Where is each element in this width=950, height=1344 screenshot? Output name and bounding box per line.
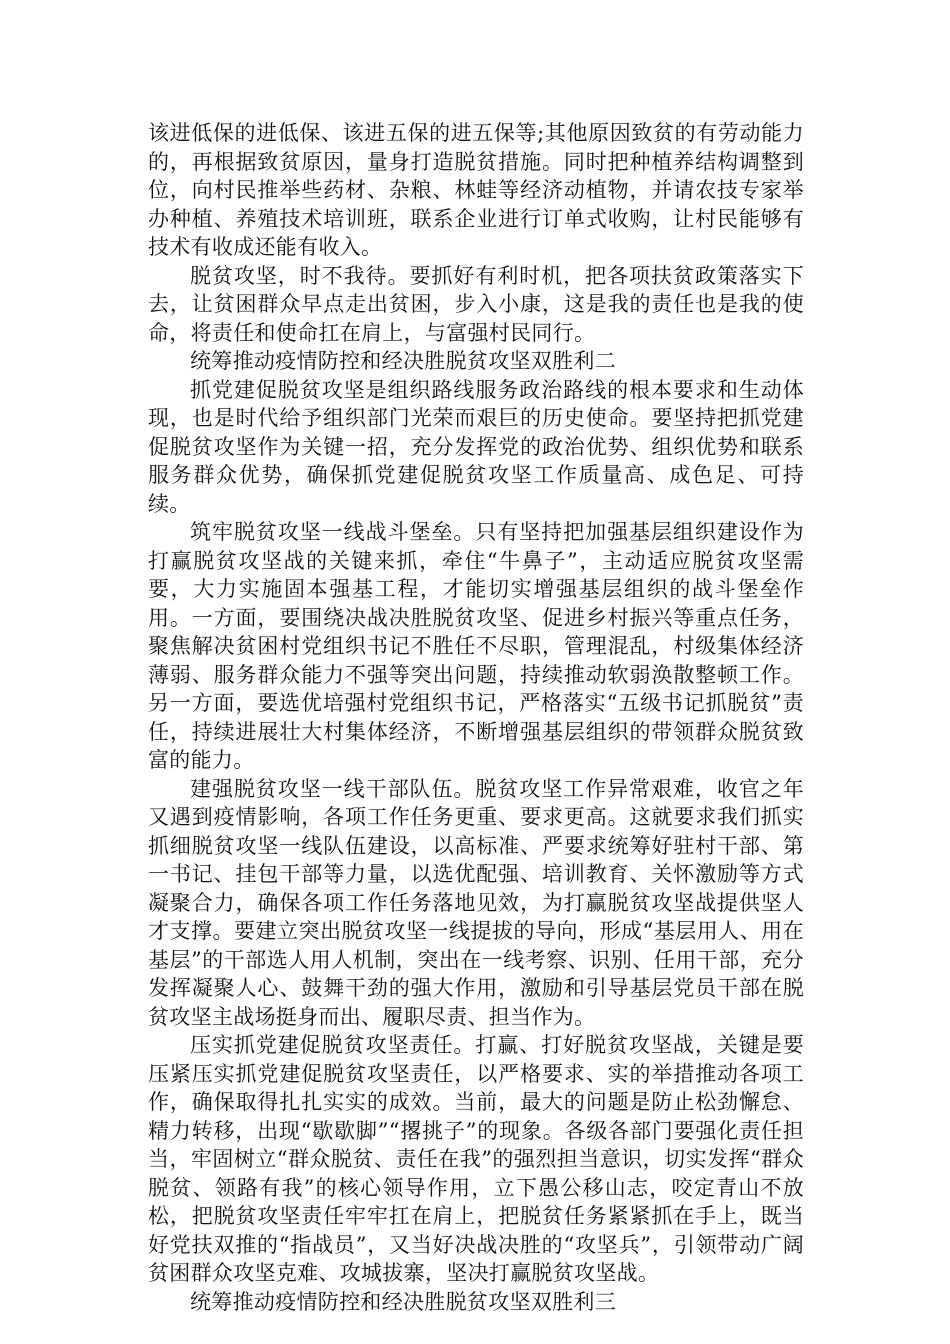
paragraph-body: 筑牢脱贫攻坚一线战斗堡垒。只有坚持把加强基层组织建设作为打赢脱贫攻坚战的关键来抓，牵住“牛鼻子”，主动适应脱贫攻坚需要，大力实施固本强基工程，才能切实增强基层组织的战斗堡垒作用。一方面，要围绕决战决胜脱贫攻坚、促进乡村振兴等重点任务，聚焦解决贫困村党组织书记不胜任不尽职，管理混乱，村级集体经济薄弱、服务群众能力不强等突出问题，持续推动软弱涣散整顿工作。另一方面，要选优培强村党组织书记，严格落实“五级书记抓脱贫”责任，持续进展壮大村集体经济，不断增强基层组织的带领群众脱贫致富的能力。 bbox=[148, 520, 804, 772]
paragraph-body: 压实抓党建促脱贫攻坚责任。打赢、打好脱贫攻坚战，关键是要压紧压实抓党建促脱贫攻坚责任，以严格要求、实的举措推动各项工作，确保取得扎扎实实的成效。当前，最大的问题是防止松劲懈怠、精力转移，出现“歇歇脚”“撂挑子”的现象。各级各部门要强化责任担当，牢固树立“群众脱贫、责任在我”的强烈担当意识，切实发挥“群众脱贫、领路有我”的核心领导作用，立下愚公移山志，咬定青山不放松，把脱贫攻坚责任牢牢扛在肩上，把脱贫任务紧紧抓在手上，既当好党扶双推的“指战员”，又当好决战决胜的“攻坚兵”，引领带动广阔贫困群众攻坚克难、攻城拔寨，坚决打赢脱贫攻坚战。 bbox=[148, 1033, 804, 1285]
section-heading: 统筹推动疫情防控和经决胜脱贫攻坚双胜利三 bbox=[190, 1289, 616, 1314]
paragraph-continued: 该进低保的进低保、该进五保的进五保等;其他原因致贫的有劳动能力的，再根据致贫原因，量身打造脱贫措施。同时把种植养结构调整到位，向村民推举些药材、杂粮、林蛙等经济动植物，并请农技专家举办种植、养殖技术培训班，联系企业进行订单式收购，让村民能够有技术有收成还能有收入。 bbox=[148, 121, 804, 259]
section-heading: 统筹推动疫情防控和经决胜脱贫攻坚双胜利二 bbox=[190, 349, 616, 373]
paragraph-body: 抓党建促脱贫攻坚是组织路线服务政治路线的根本要求和生动体现，也是时代给予组织部门光荣而艰巨的历史使命。要坚持把抓党建促脱贫攻坚作为关键一招，充分发挥党的政治优势、组织优势和联系服务群众优势，确保抓党建促脱贫攻坚工作质量高、成色足、可持续。 bbox=[148, 377, 804, 516]
paragraph-body: 脱贫攻坚，时不我待。要抓好有利时机，把各项扶贫政策落实下去，让贫困群众早点走出贫困，步入小康，这是我的责任也是我的使命，将责任和使命扛在肩上，与富强村民同行。 bbox=[148, 263, 804, 345]
paragraph-body: 建强脱贫攻坚一线干部队伍。脱贫攻坚工作异常艰难，收官之年又遇到疫情影响，各项工作任务更重、要求更高。这就要求我们抓实抓细脱贫攻坚一线队伍建设，以高标准、严要求统筹好驻村干部、第一书记、挂包干部等力量，以选优配强、培训教育、关怀激励等方式凝聚合力，确保各项工作任务落地见效，为打赢脱贫攻坚战提供坚人才支撑。要建立突出脱贫攻坚一线提拔的导向，形成“基层用人、用在基层”的干部选人用人机制，突出在一线考察、识别、任用干部，充分发挥凝聚人心、鼓舞干劲的强大作用，激励和引导基层党员干部在脱贫攻坚主战场挺身而出、履职尽责、担当作为。 bbox=[148, 776, 804, 1029]
document-page bbox=[148, 119, 804, 1316]
